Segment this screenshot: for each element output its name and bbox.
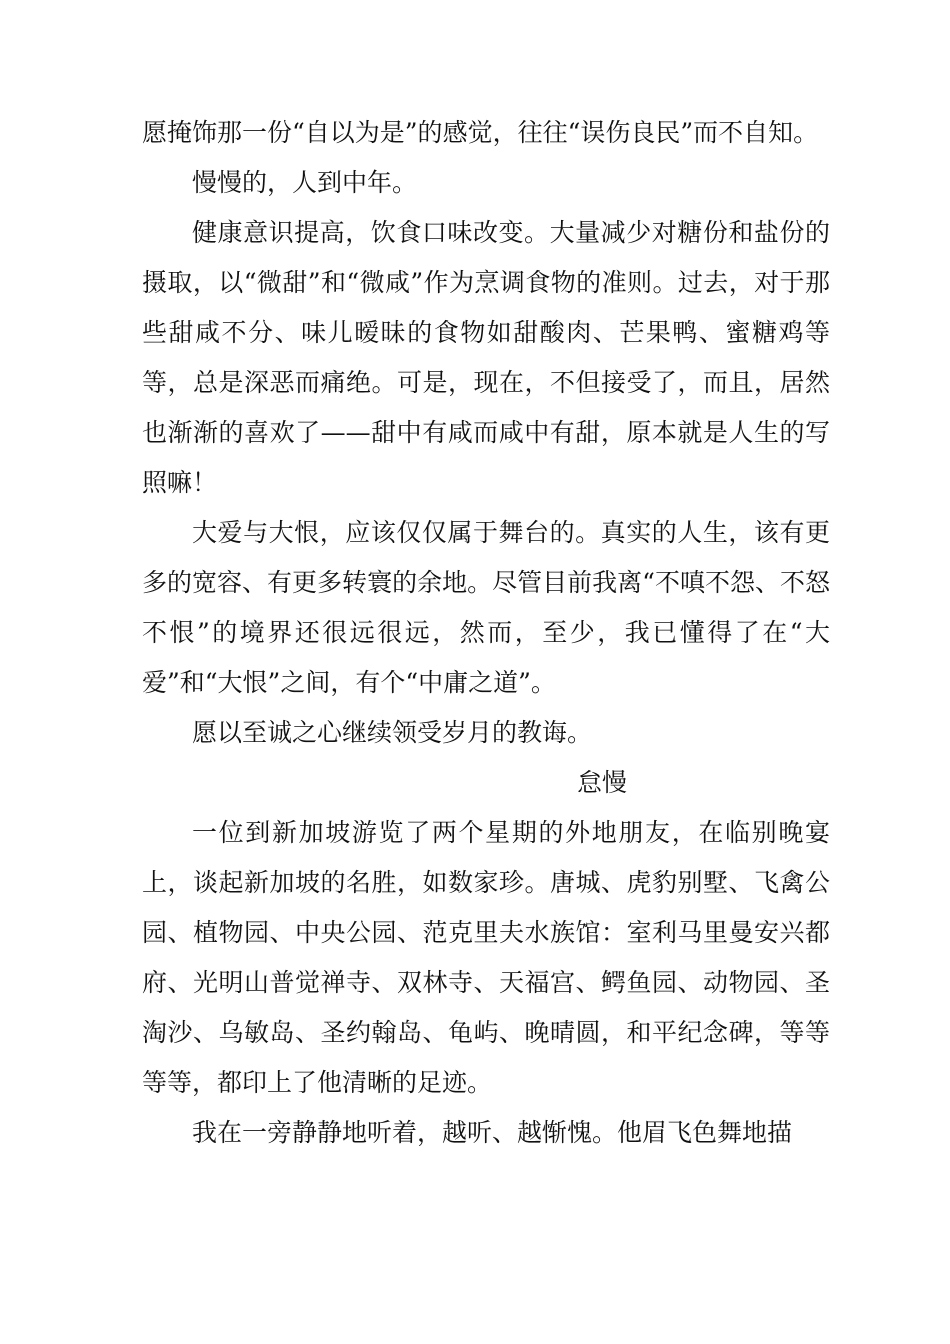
- paragraph: 愿以至诚之心继续领受岁月的教诲。: [192, 718, 593, 747]
- paragraph-continuation: 愿掩饰那一份“自以为是”的感觉，往往“误伤良民”而不自知。: [142, 118, 819, 147]
- paragraph: 健康意识提高，饮食口味改变。大量减少对糖份和盐份的摄取，以“微甜”和“微咸”作为烹调食物的准则。过去，对于那些甜咸不分、味儿暧昧的食物如甜酸肉、芒果鸭、蜜糖鸡等等，总是深恶而痛绝。可是，现在，不但接受了，而且，居然也渐渐的喜欢了——甜中有咸而咸中有甜，原本就是人生的写照嘛！: [142, 218, 830, 497]
- document-body: [142, 108, 830, 1158]
- paragraph: 我在一旁静静地听着，越听、越惭愧。他眉飞色舞地描: [192, 1118, 793, 1147]
- paragraph: 慢慢的，人到中年。: [192, 168, 418, 197]
- paragraph: 大爱与大恨，应该仅仅属于舞台的。真实的人生，该有更多的宽容、有更多转寰的余地。尽管目前我离“不嗔不怨、不怒不恨”的境界还很远很远，然而，至少，我已懂得了在“大爱”和“大恨”之间，有个“中庸之道”。: [142, 518, 830, 697]
- paragraph: 一位到新加坡游览了两个星期的外地朋友，在临别晚宴上，谈起新加坡的名胜，如数家珍。唐城、虎豹别墅、飞禽公园、植物园、中央公园、范克里夫水族馆：室利马里曼安兴都府、光明山普觉禅寺、双林寺、天福宫、鳄鱼园、动物园、圣淘沙、乌敏岛、圣约翰岛、龟屿、晚晴圆，和平纪念碑，等等等等，都印上了他清晰的足迹。: [142, 818, 830, 1097]
- section-title: 怠慢: [577, 768, 628, 797]
